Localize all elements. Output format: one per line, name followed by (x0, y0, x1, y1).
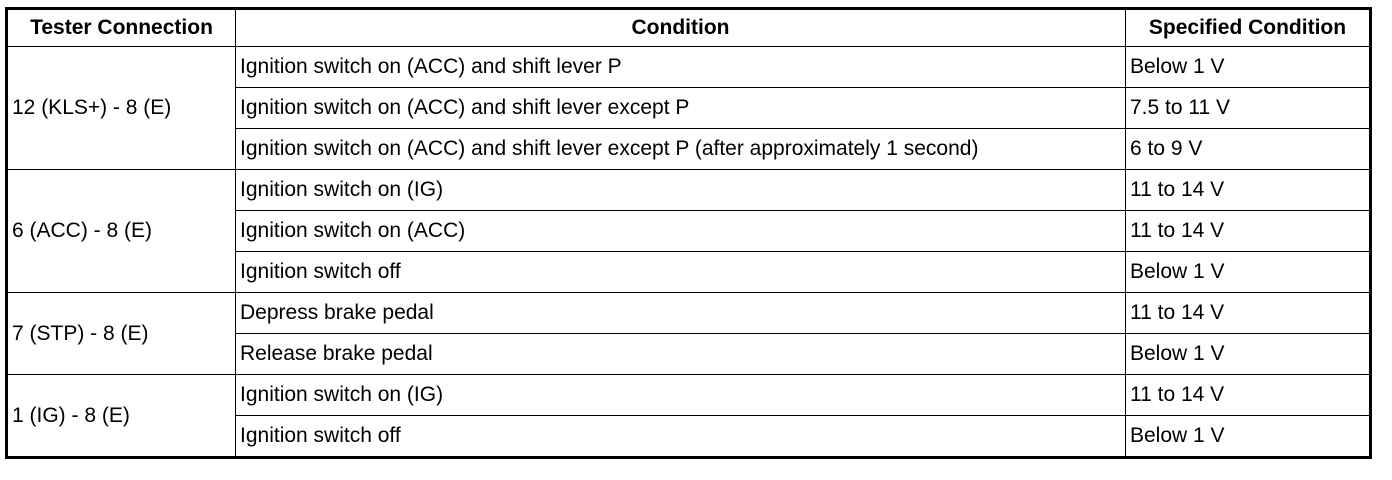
condition-cell: Release brake pedal (236, 334, 1126, 375)
condition-cell: Depress brake pedal (236, 293, 1126, 334)
specified-condition-cell: 11 to 14 V (1126, 170, 1371, 211)
specification-table (5, 7, 1372, 459)
tester-connection-cell: 7 (STP) - 8 (E) (7, 293, 236, 375)
tester-connection-cell: 12 (KLS+) - 8 (E) (7, 47, 236, 170)
condition-cell: Ignition switch on (ACC) and shift lever except P (236, 88, 1126, 129)
specified-condition-cell: Below 1 V (1126, 252, 1371, 293)
specified-condition-cell: Below 1 V (1126, 334, 1371, 375)
header-tester-connection: Tester Connection (7, 9, 236, 47)
table-row (7, 170, 1371, 211)
header-specified-condition: Specified Condition (1126, 9, 1371, 47)
header-row (7, 9, 1371, 47)
condition-cell: Ignition switch on (IG) (236, 375, 1126, 416)
table-row (7, 47, 1371, 88)
condition-cell: Ignition switch off (236, 252, 1126, 293)
header-condition: Condition (236, 9, 1126, 47)
specified-condition-cell: 11 to 14 V (1126, 375, 1371, 416)
table-row (7, 293, 1371, 334)
specified-condition-cell: 7.5 to 11 V (1126, 88, 1371, 129)
specified-condition-cell: Below 1 V (1126, 47, 1371, 88)
specified-condition-cell: Below 1 V (1126, 416, 1371, 458)
tester-connection-cell: 6 (ACC) - 8 (E) (7, 170, 236, 293)
condition-cell: Ignition switch on (ACC) (236, 211, 1126, 252)
specified-condition-cell: 6 to 9 V (1126, 129, 1371, 170)
specified-condition-cell: 11 to 14 V (1126, 293, 1371, 334)
condition-cell: Ignition switch off (236, 416, 1126, 458)
specified-condition-cell: 11 to 14 V (1126, 211, 1371, 252)
condition-cell: Ignition switch on (ACC) and shift lever except P (after approximately 1 second) (236, 129, 1126, 170)
table-row (7, 375, 1371, 416)
condition-cell: Ignition switch on (IG) (236, 170, 1126, 211)
condition-cell: Ignition switch on (ACC) and shift lever P (236, 47, 1126, 88)
tester-connection-cell: 1 (IG) - 8 (E) (7, 375, 236, 458)
